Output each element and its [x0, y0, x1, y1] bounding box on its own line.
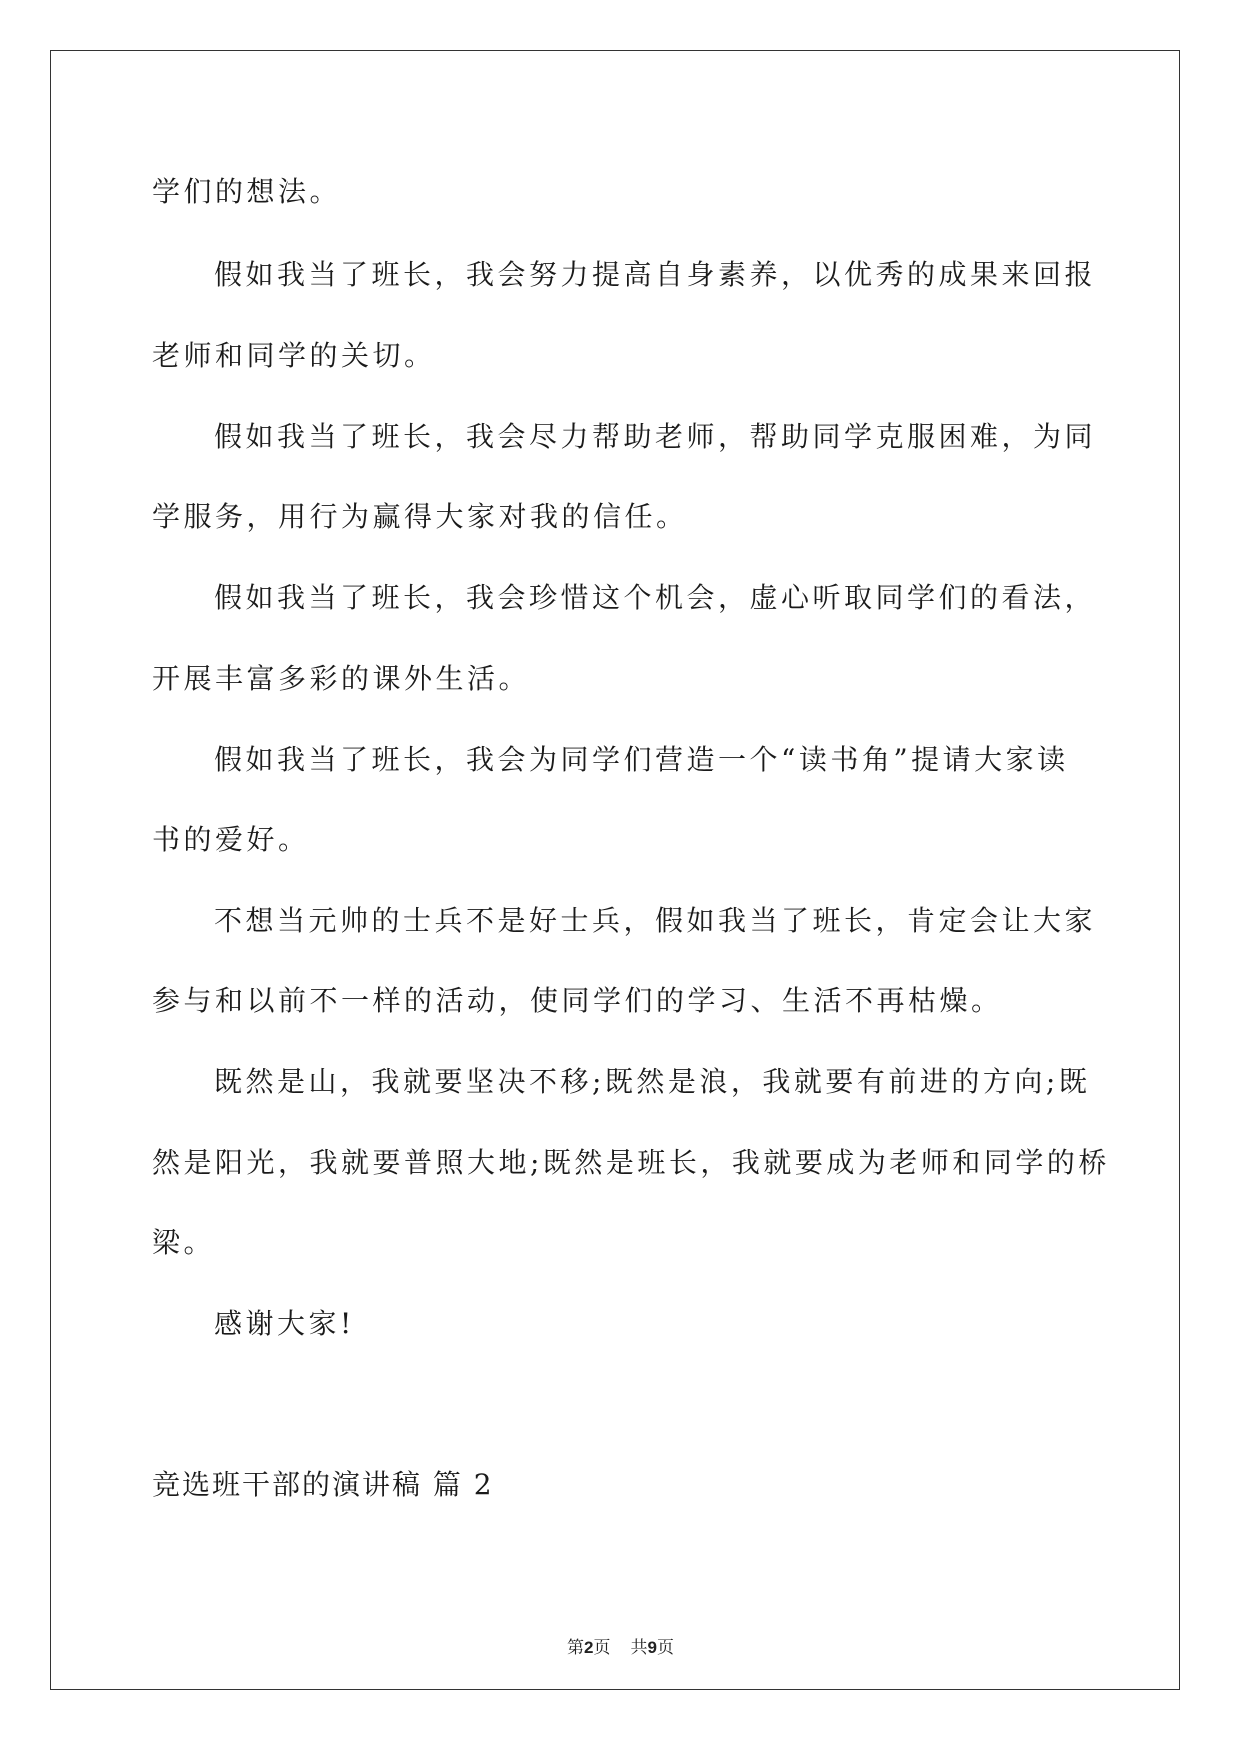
paragraph-line: 不想当元帅的士兵不是好士兵，假如我当了班长，肯定会让大家	[214, 904, 1097, 937]
body-line: 梁。	[152, 1226, 216, 1259]
paragraph-line: 假如我当了班长，我会为同学们营造一个“读书角”提请大家读	[214, 743, 1069, 776]
paragraph-line: 假如我当了班长，我会努力提高自身素养，以优秀的成果来回报	[214, 258, 1097, 291]
body-line: 然是阳光，我就要普照大地;既然是班长，我就要成为老师和同学的桥	[152, 1146, 1110, 1179]
page-border	[50, 50, 1180, 1690]
page-footer	[0, 1636, 1241, 1660]
body-line: 开展丰富多彩的课外生活。	[152, 662, 531, 695]
current-page-number: 2	[584, 1638, 594, 1657]
body-line: 学们的想法。	[152, 175, 342, 208]
paragraph-line: 既然是山，我就要坚决不移;既然是浪，我就要有前进的方向;既	[214, 1065, 1091, 1098]
paragraph-line: 假如我当了班长，我会珍惜这个机会，虚心听取同学们的看法，	[214, 581, 1097, 614]
total-prefix: 共	[630, 1638, 648, 1658]
section-heading: 竞选班干部的演讲稿 篇 2	[152, 1468, 494, 1501]
body-line: 老师和同学的关切。	[152, 339, 436, 372]
total-page-number: 9	[647, 1638, 657, 1657]
closing-line: 感谢大家!	[214, 1307, 355, 1340]
body-line: 参与和以前不一样的活动，使同学们的学习、生活不再枯燥。	[152, 984, 1003, 1017]
body-line: 学服务，用行为赢得大家对我的信任。	[152, 500, 688, 533]
total-suffix: 页	[656, 1638, 674, 1658]
body-line: 书的爱好。	[152, 823, 310, 856]
page-prefix: 第	[567, 1638, 585, 1658]
page-suffix: 页	[593, 1638, 611, 1658]
paragraph-line: 假如我当了班长，我会尽力帮助老师，帮助同学克服困难，为同	[214, 420, 1097, 453]
